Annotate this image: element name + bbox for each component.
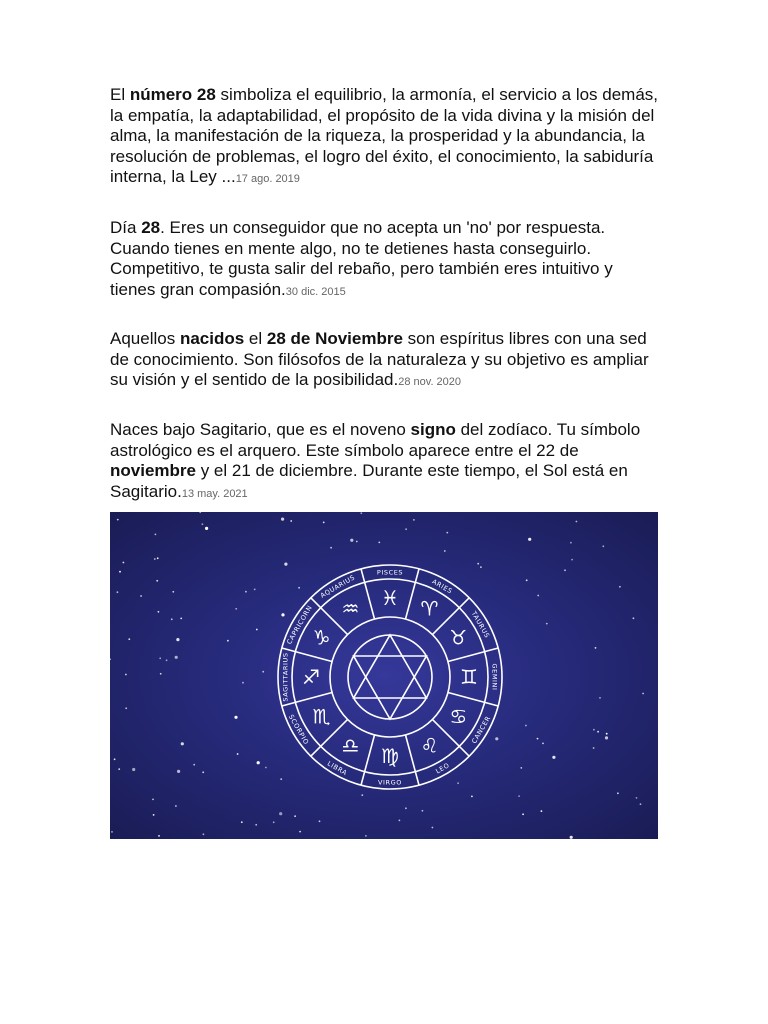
- star: [280, 778, 282, 780]
- zodiac-wheel: [278, 565, 502, 789]
- zodiac-name-sagittarius: SAGITTARIUS: [281, 652, 290, 702]
- star: [457, 782, 459, 784]
- text: El: [110, 85, 130, 104]
- zodiac-glyph-libra: ♎: [341, 733, 360, 758]
- star: [110, 658, 111, 660]
- zodiac-glyph-virgo: ♍: [381, 744, 399, 768]
- star: [256, 629, 258, 631]
- star: [564, 569, 566, 571]
- star: [203, 833, 205, 835]
- star: [114, 758, 116, 760]
- text: el: [244, 329, 267, 348]
- star: [111, 831, 113, 833]
- star: [399, 820, 401, 822]
- star: [193, 764, 195, 766]
- star: [181, 742, 184, 745]
- star: [422, 810, 424, 812]
- zodiac-glyph-aquarius: ♒: [341, 596, 360, 621]
- star: [119, 571, 121, 573]
- star: [546, 623, 548, 625]
- star: [176, 638, 179, 641]
- zodiac-glyph-taurus: ♉: [449, 625, 468, 650]
- star: [365, 835, 367, 837]
- star: [552, 756, 555, 759]
- star: [571, 559, 573, 561]
- paragraph-born-november-28: [110, 329, 660, 393]
- star: [155, 534, 157, 536]
- star: [495, 737, 498, 740]
- star: [570, 542, 572, 544]
- star: [542, 743, 544, 745]
- zodiac-glyph-sagittarius: ♐: [302, 665, 320, 689]
- zodiac-glyph-scorpio: ♏: [312, 704, 331, 729]
- star: [537, 595, 539, 597]
- bold-text: número 28: [129, 85, 216, 104]
- star: [605, 736, 608, 739]
- star: [294, 815, 296, 817]
- zodiac-glyph-capricorn: ♑: [312, 625, 331, 650]
- date-stamp: 28 nov. 2020: [398, 376, 462, 388]
- star: [242, 682, 244, 684]
- star: [128, 638, 130, 640]
- wheel-divider: [406, 735, 420, 785]
- zodiac-name-capricorn: CAPRICORN: [285, 603, 314, 646]
- star: [520, 767, 522, 769]
- zodiac-wheel-image: [110, 512, 658, 839]
- paragraph-sagittarius: [110, 420, 660, 504]
- text: y el 21 de diciembre. Durante este tiempo, el Sol está en Sagitario.: [110, 461, 628, 501]
- star: [602, 545, 604, 547]
- zodiac-wheel-svg: [110, 512, 658, 839]
- star: [166, 659, 168, 661]
- star: [152, 799, 154, 801]
- star: [262, 671, 264, 673]
- zodiac-name-pisces: PISCES: [376, 568, 404, 577]
- star: [298, 587, 300, 589]
- star: [350, 539, 353, 542]
- zodiac-glyph-gemini: ♊: [460, 665, 478, 689]
- star: [154, 558, 156, 560]
- star: [593, 729, 595, 731]
- star: [153, 814, 155, 816]
- zodiac-name-scorpio: SCORPIO: [286, 713, 311, 747]
- star: [132, 768, 135, 771]
- bold-text: noviembre: [110, 461, 196, 480]
- star: [360, 512, 362, 514]
- star: [235, 608, 237, 610]
- star: [254, 589, 256, 591]
- star: [636, 797, 638, 799]
- star: [171, 618, 173, 620]
- wheel-divider: [406, 569, 420, 619]
- bold-text: 28: [141, 218, 161, 237]
- star: [526, 579, 528, 581]
- star: [172, 591, 174, 593]
- star: [205, 527, 208, 530]
- zodiac-name-gemini: GEMINI: [490, 663, 499, 691]
- star: [633, 617, 635, 619]
- star: [541, 810, 543, 812]
- star: [279, 812, 282, 815]
- zodiac-glyph-pisces: ♓: [381, 586, 399, 610]
- zodiac-glyph-leo: ♌: [420, 733, 439, 758]
- text: . Eres un conseguidor que no acepta un 'no' por respuesta. Cuando tienes en mente algo, no te detienes hasta conseguirlo. Competitivo, te gusta salir del rebaño, pero también eres intuitivo y tienes gran compasión.: [110, 218, 613, 299]
- star: [378, 542, 380, 544]
- star: [405, 807, 407, 809]
- star: [570, 836, 573, 839]
- star: [413, 519, 415, 521]
- star: [175, 656, 178, 659]
- zodiac-name-virgo: VIRGO: [377, 778, 403, 787]
- star: [323, 522, 325, 524]
- star: [518, 795, 520, 797]
- paragraph-number-28: [110, 85, 660, 190]
- star: [477, 563, 479, 565]
- star: [640, 803, 642, 805]
- bold-text: signo: [410, 420, 456, 439]
- star: [281, 518, 284, 521]
- paragraph-day-28: [110, 218, 660, 302]
- star: [265, 767, 267, 769]
- star: [522, 813, 524, 815]
- zodiac-name-aries: ARIES: [430, 577, 454, 596]
- star: [157, 557, 159, 559]
- star: [361, 794, 363, 796]
- star: [156, 580, 158, 582]
- text: son espíritus libres con una sed de conocimiento. Son filósofos de la naturaleza y su objetivo es ampliar su visión y el sentido de la posibilidad.: [110, 329, 649, 389]
- zodiac-name-cancer: CANCER: [470, 714, 493, 746]
- star: [480, 566, 482, 568]
- star: [118, 768, 120, 770]
- star: [199, 512, 201, 513]
- zodiac-name-libra: LIBRA: [325, 759, 349, 778]
- star: [599, 697, 601, 699]
- star: [202, 523, 204, 525]
- star: [245, 591, 247, 593]
- star: [273, 821, 275, 823]
- star: [237, 753, 239, 755]
- star: [117, 591, 119, 593]
- wheel-ring: [348, 635, 432, 719]
- star: [528, 538, 531, 541]
- zodiac-glyph-cancer: ♋: [449, 704, 468, 729]
- star: [257, 761, 260, 764]
- star: [175, 805, 177, 807]
- star: [593, 747, 595, 749]
- star: [330, 547, 332, 549]
- star: [158, 835, 160, 837]
- star: [597, 731, 599, 733]
- star: [125, 674, 127, 676]
- star: [525, 725, 527, 727]
- text: Aquellos: [110, 329, 180, 348]
- star: [319, 820, 321, 822]
- star: [290, 520, 292, 522]
- star: [255, 824, 257, 826]
- star: [432, 827, 434, 829]
- star: [140, 595, 142, 597]
- wheel-divider: [361, 735, 375, 785]
- wheel-divider: [361, 569, 375, 619]
- star: [619, 586, 621, 588]
- zodiac-name-aquarius: AQUARIUS: [318, 573, 357, 600]
- zodiac-name-taurus: TAURUS: [469, 609, 492, 640]
- zodiac-name-leo: LEO: [434, 761, 452, 776]
- star: [284, 563, 287, 566]
- text: simboliza el equilibrio, la armonía, el servicio a los demás, la empatía, la adaptabilidad, el propósito de la vida divina y la misión del alma, la manifestación de la riqueza, la prosperidad y la abundancia, la resolución de problemas, el logro del éxito, el conocimiento, la sabiduría interna, la Ley ...: [110, 85, 659, 186]
- starfield: [110, 512, 644, 839]
- star: [241, 821, 243, 823]
- star: [158, 611, 160, 613]
- star: [281, 613, 284, 616]
- star: [576, 521, 578, 523]
- star: [642, 693, 644, 695]
- date-stamp: 17 ago. 2019: [235, 173, 300, 185]
- star: [405, 528, 407, 530]
- star: [125, 707, 127, 709]
- star: [299, 831, 301, 833]
- star: [180, 618, 182, 620]
- star: [160, 673, 162, 675]
- star: [356, 541, 358, 543]
- star: [537, 738, 539, 740]
- star: [471, 796, 473, 798]
- bold-text: nacidos: [179, 329, 245, 348]
- star: [202, 771, 204, 773]
- wheel-divider: [448, 648, 498, 662]
- star: [227, 640, 229, 642]
- date-stamp: 13 may. 2021: [181, 487, 248, 500]
- text: Naces bajo Sagitario, que es el noveno: [110, 420, 411, 439]
- star: [234, 716, 237, 719]
- star: [159, 657, 161, 659]
- star: [446, 532, 448, 534]
- star: [177, 770, 180, 773]
- zodiac-glyph-aries: ♈: [420, 596, 439, 621]
- star: [117, 519, 119, 521]
- date-stamp: 30 dic. 2015: [285, 285, 346, 298]
- text: Día: [110, 218, 142, 237]
- star: [606, 733, 608, 735]
- star: [617, 792, 619, 794]
- star: [444, 550, 446, 552]
- star: [123, 562, 125, 564]
- bold-text: 28 de Noviembre: [266, 329, 403, 348]
- text: del zodíaco. Tu símbolo astrológico es el arquero. Este símbolo aparece entre el 22 de: [110, 420, 641, 460]
- star: [595, 647, 597, 649]
